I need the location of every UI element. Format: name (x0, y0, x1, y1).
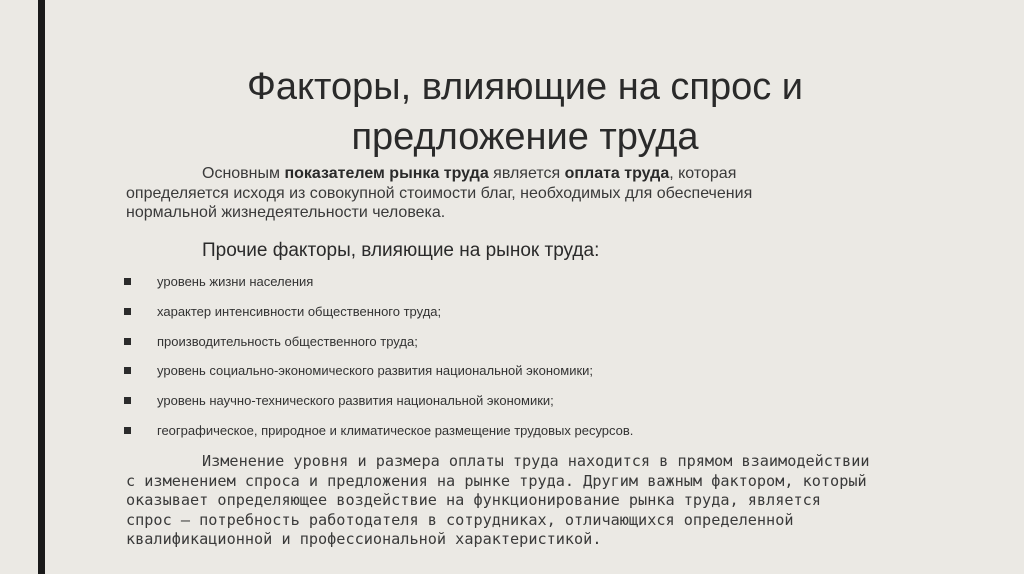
title-line-1: Факторы, влияющие на спрос и (246, 66, 804, 108)
intro-line-3: нормальной жизнедеятельности человека. (126, 204, 446, 221)
outro-line-1: Изменение уровня и размера оплаты труда находится в прямом взаимодействии (202, 452, 870, 470)
outro-paragraph (126, 452, 926, 550)
title-line-2: предложение труда (351, 116, 699, 158)
slide-title (160, 62, 890, 162)
factors-subheading: Прочие факторы, влияющие на рынок труда: (202, 240, 600, 261)
square-bullet-icon (124, 367, 131, 374)
outro-line-2: с изменением спроса и предложения на рынке труда. Другим важным фактором, который (126, 471, 867, 490)
square-bullet-icon (124, 397, 131, 404)
intro-paragraph (126, 164, 926, 223)
square-bullet-icon (124, 338, 131, 345)
intro-bold-wage: оплата труда (564, 165, 670, 182)
intro-bold-market-indicator: показателем рынка труда (284, 165, 489, 182)
intro-lead: Основным (202, 165, 285, 182)
square-bullet-icon (124, 278, 131, 285)
intro-tail: , которая (669, 165, 737, 182)
square-bullet-icon (124, 308, 131, 315)
outro-line-5: квалификационной и профессиональной характеристикой. (126, 530, 602, 548)
slide: Факторы, влияющие на спрос и предложение труда Основным показателем рынка труда является оплата труда, которая определяется исходя из совокупной стоимости благ, необходимых для обеспечения нормальной жизнедеятельности человека. Прочие факторы, влияющие на рынок труда: уровень жизни населения характер интенсивности общественного труда; производительность общественного труда; уровень социально-экономического развития национальной экономики; уровень научно-технического развития национальной экономики; географическое, природное и климатическое размещение трудовых ресурсов. Изменение уровня и размера оплаты труда находится в прямом взаимодействии с изменением спроса и предложения на рынке труда. Другим важным фактором, который оказывает определяющее воздействие на функционирование рынка труда, является спрос — потребность работодателя в сотрудниках, отличающихся определенной квалификационной и профессиональной характеристикой. (0, 0, 1024, 574)
outro-line-4: спрос — потребность работодателя в сотрудниках, отличающихся определенной (126, 510, 794, 529)
outro-line-3: оказывает определяющее воздействие на функционирование рынка труда, является (126, 491, 821, 509)
square-bullet-icon (124, 427, 131, 434)
left-accent-bar (38, 0, 45, 574)
intro-line-2: определяется исходя из совокупной стоимости благ, необходимых для обеспечения (126, 184, 753, 202)
intro-mid: является (488, 165, 565, 182)
